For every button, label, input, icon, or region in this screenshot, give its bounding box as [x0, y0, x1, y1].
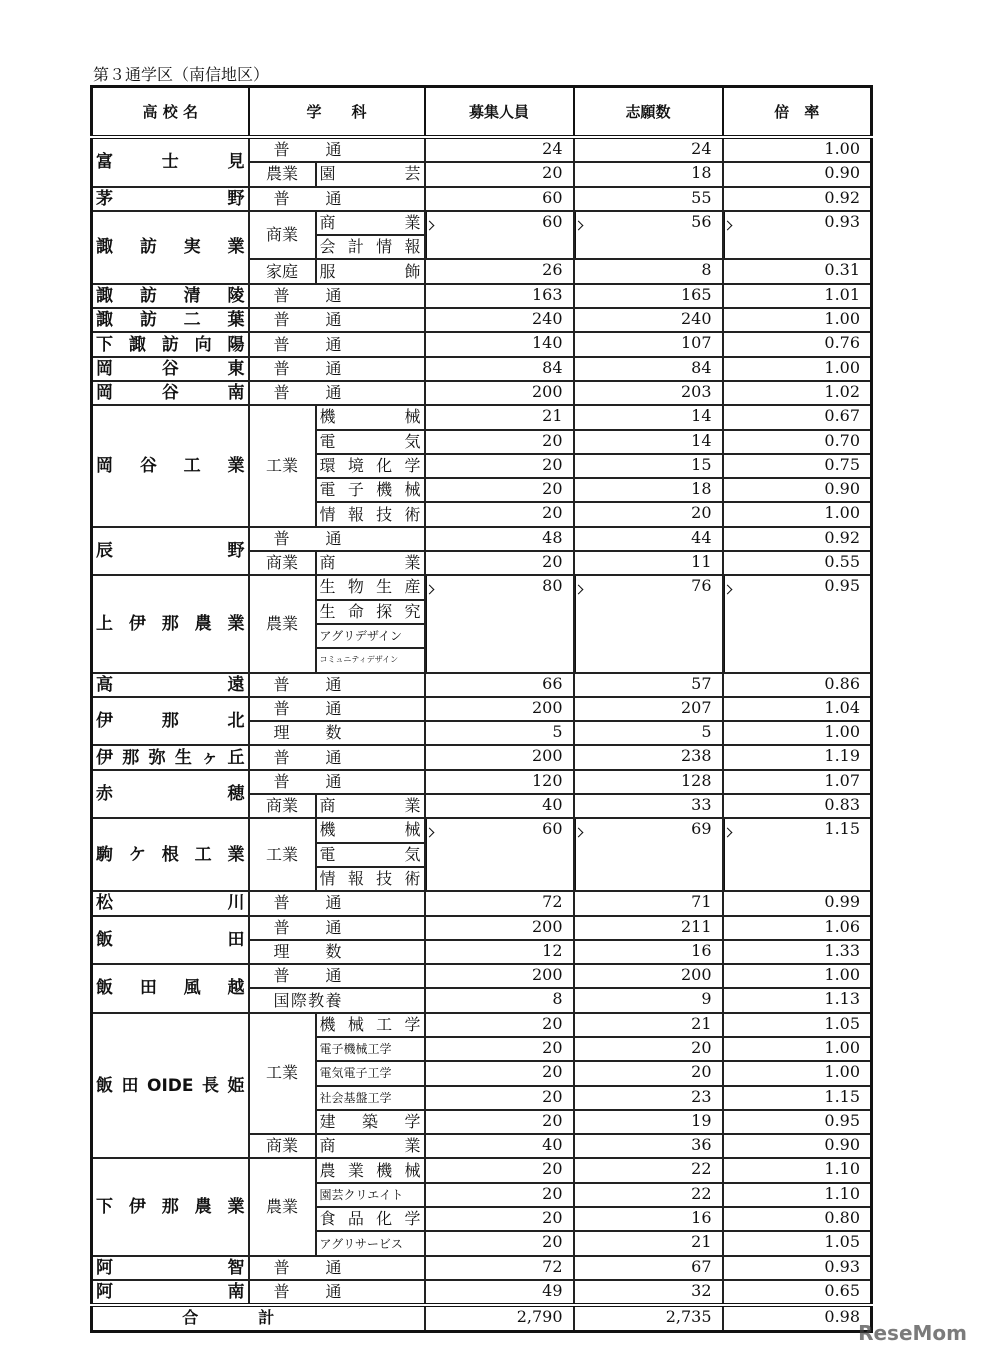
- header-school: 高 校 名: [92, 87, 249, 138]
- capacity-value: 20: [425, 478, 574, 502]
- ratio-value: 0.93: [723, 1256, 872, 1280]
- course-name: 普通: [249, 964, 425, 988]
- ratio-value: 0.90: [723, 162, 872, 186]
- capacity-value: 140: [425, 332, 574, 356]
- brace-icon: [724, 576, 733, 671]
- capacity-value: 48: [425, 527, 574, 551]
- course-name: 情報技術: [316, 867, 425, 891]
- total-capacity: 2,790: [425, 1305, 574, 1331]
- capacity-value: 20: [425, 1037, 574, 1061]
- dept-category: 工業: [249, 1013, 316, 1134]
- applicants-value: 5: [574, 721, 723, 745]
- table-row: [92, 527, 872, 551]
- ratio-value: 1.15: [723, 1086, 872, 1110]
- ratio-value: 1.10: [723, 1158, 872, 1182]
- ratio-value: 1.05: [723, 1231, 872, 1255]
- table-row: [92, 357, 872, 381]
- school-name: 飯田OIDE長姫: [92, 1013, 249, 1159]
- ratio-value: 1.00: [723, 964, 872, 988]
- applicants-value: 20: [574, 1061, 723, 1085]
- capacity-value: 21: [425, 405, 574, 429]
- table-row: [92, 187, 872, 211]
- dept-category: 農業: [249, 1158, 316, 1255]
- course-name: 商業: [316, 551, 425, 575]
- applicants-value: 36: [574, 1134, 723, 1158]
- applicants-value: 240: [574, 308, 723, 332]
- total-row: [92, 1305, 872, 1331]
- capacity-value: 20: [425, 1183, 574, 1207]
- course-name: 農業機械: [316, 1158, 425, 1182]
- table-row: [92, 332, 872, 356]
- total-label: 合計: [92, 1305, 425, 1331]
- applicants-value: 32: [574, 1280, 723, 1305]
- table-row: [92, 381, 872, 405]
- table-row: [92, 1013, 872, 1037]
- course-name: 普通: [249, 673, 425, 697]
- applicants-value: 84: [574, 357, 723, 381]
- applicants-value: 8: [574, 259, 723, 283]
- capacity-value: 20: [425, 1086, 574, 1110]
- course-name: 園芸: [316, 162, 425, 186]
- ratio-value: 1.00: [723, 1037, 872, 1061]
- brace-icon: [724, 819, 733, 890]
- course-name: 普通: [249, 137, 425, 162]
- header-capacity: 募集人員: [425, 87, 574, 138]
- school-name: 富士見: [92, 137, 249, 187]
- applicants-value: 19: [574, 1110, 723, 1134]
- header-ratio: 倍 率: [723, 87, 872, 138]
- capacity-value: 60: [425, 187, 574, 211]
- ratio-value: 0.92: [723, 187, 872, 211]
- dept-category: 商業: [249, 794, 316, 818]
- capacity-value: 20: [425, 162, 574, 186]
- capacity-value: 26: [425, 259, 574, 283]
- table-row: [92, 916, 872, 940]
- course-name: 社会基盤工学: [316, 1086, 425, 1110]
- capacity-value: 72: [425, 1256, 574, 1280]
- course-name: 普通: [249, 770, 425, 794]
- ratio-value: 1.15: [723, 818, 872, 891]
- capacity-value: 200: [425, 745, 574, 769]
- school-name: 伊那弥生ヶ丘: [92, 745, 249, 769]
- school-name: 飯田: [92, 916, 249, 965]
- school-name: 辰野: [92, 527, 249, 576]
- course-name: 電子機械: [316, 478, 425, 502]
- dept-category: 工業: [249, 405, 316, 526]
- brace-icon: [426, 819, 435, 890]
- dept-category: 農業: [249, 162, 316, 186]
- ratio-value: 1.01: [723, 284, 872, 308]
- ratio-value: 1.07: [723, 770, 872, 794]
- ratio-value: 1.06: [723, 916, 872, 940]
- course-name: 普通: [249, 1256, 425, 1280]
- capacity-value: 20: [425, 1013, 574, 1037]
- course-name: 機械: [316, 818, 425, 842]
- ratio-value: 1.00: [723, 721, 872, 745]
- applicants-value: 21: [574, 1013, 723, 1037]
- course-name: 普通: [249, 187, 425, 211]
- course-name: 普通: [249, 891, 425, 915]
- ratio-value: 0.80: [723, 1207, 872, 1231]
- course-name: 普通: [249, 357, 425, 381]
- school-name: 岡谷南: [92, 381, 249, 405]
- applicants-value: 128: [574, 770, 723, 794]
- course-name: 環境化学: [316, 454, 425, 478]
- school-name: 諏訪二葉: [92, 308, 249, 332]
- ratio-value: 0.99: [723, 891, 872, 915]
- course-name: 会計情報: [316, 235, 425, 259]
- capacity-value: 20: [425, 1061, 574, 1085]
- capacity-value: 40: [425, 794, 574, 818]
- header-row: [92, 87, 872, 138]
- ratio-value: 1.33: [723, 940, 872, 964]
- total-applicants: 2,735: [574, 1305, 723, 1331]
- brace-icon: [575, 819, 584, 890]
- applicants-value: 15: [574, 454, 723, 478]
- admissions-table: [90, 85, 873, 1333]
- capacity-value: 20: [425, 430, 574, 454]
- table-row: [92, 818, 872, 842]
- capacity-value: 84: [425, 357, 574, 381]
- applicants-value: 20: [574, 502, 723, 526]
- school-name: 下諏訪向陽: [92, 332, 249, 356]
- capacity-value: 20: [425, 1110, 574, 1134]
- capacity-value: 60: [425, 818, 574, 891]
- table-row: [92, 770, 872, 794]
- capacity-value: 60: [425, 211, 574, 260]
- applicants-value: 11: [574, 551, 723, 575]
- course-name: 商業: [316, 1134, 425, 1158]
- brace-icon: [426, 576, 435, 671]
- capacity-value: 40: [425, 1134, 574, 1158]
- applicants-value: 211: [574, 916, 723, 940]
- ratio-value: 0.75: [723, 454, 872, 478]
- course-name: 電気: [316, 843, 425, 867]
- applicants-value: 207: [574, 697, 723, 721]
- table-row: [92, 575, 872, 599]
- course-name: 生命探究: [316, 600, 425, 624]
- applicants-value: 56: [574, 211, 723, 260]
- applicants-value: 24: [574, 137, 723, 162]
- school-name: 伊那北: [92, 697, 249, 746]
- capacity-value: 49: [425, 1280, 574, 1305]
- capacity-value: 20: [425, 1207, 574, 1231]
- course-name: 電子機械工学: [316, 1037, 425, 1061]
- capacity-value: 66: [425, 673, 574, 697]
- applicants-value: 71: [574, 891, 723, 915]
- applicants-value: 22: [574, 1183, 723, 1207]
- page-title: 第３通学区（南信地区）: [93, 65, 270, 84]
- capacity-value: 120: [425, 770, 574, 794]
- applicants-value: 9: [574, 988, 723, 1012]
- school-name: 上伊那農業: [92, 575, 249, 672]
- capacity-value: 200: [425, 916, 574, 940]
- ratio-value: 1.00: [723, 137, 872, 162]
- applicants-value: 55: [574, 187, 723, 211]
- course-name: 商業: [316, 211, 425, 235]
- applicants-value: 14: [574, 430, 723, 454]
- applicants-value: 18: [574, 478, 723, 502]
- table-row: [92, 1280, 872, 1305]
- capacity-value: 5: [425, 721, 574, 745]
- ratio-value: 0.65: [723, 1280, 872, 1305]
- course-name: 情報技術: [316, 502, 425, 526]
- capacity-value: 20: [425, 1158, 574, 1182]
- course-name: 生物生産: [316, 575, 425, 599]
- applicants-value: 165: [574, 284, 723, 308]
- ratio-value: 0.95: [723, 575, 872, 672]
- applicants-value: 16: [574, 940, 723, 964]
- header-dept: 学 科: [249, 87, 425, 138]
- applicants-value: 200: [574, 964, 723, 988]
- applicants-value: 69: [574, 818, 723, 891]
- capacity-value: 12: [425, 940, 574, 964]
- capacity-value: 200: [425, 964, 574, 988]
- capacity-value: 20: [425, 502, 574, 526]
- dept-category: 家庭: [249, 259, 316, 283]
- school-name: 赤穂: [92, 770, 249, 819]
- school-name: 飯田風越: [92, 964, 249, 1013]
- course-name: 園芸クリエイト: [316, 1183, 425, 1207]
- ratio-value: 1.10: [723, 1183, 872, 1207]
- course-name: 普通: [249, 697, 425, 721]
- ratio-value: 0.31: [723, 259, 872, 283]
- school-name: 阿南: [92, 1280, 249, 1305]
- applicants-value: 107: [574, 332, 723, 356]
- ratio-value: 1.04: [723, 697, 872, 721]
- brace-icon: [724, 212, 733, 259]
- ratio-value: 0.67: [723, 405, 872, 429]
- capacity-value: 72: [425, 891, 574, 915]
- table-row: [92, 964, 872, 988]
- course-name: 食品化学: [316, 1207, 425, 1231]
- table-row: [92, 745, 872, 769]
- course-name: 普通: [249, 284, 425, 308]
- table-row: [92, 137, 872, 162]
- table-row: [92, 673, 872, 697]
- brace-icon: [426, 212, 435, 259]
- ratio-value: 0.76: [723, 332, 872, 356]
- ratio-value: 1.13: [723, 988, 872, 1012]
- capacity-value: 163: [425, 284, 574, 308]
- course-name: 商業: [316, 794, 425, 818]
- school-name: 岡谷工業: [92, 405, 249, 526]
- course-name: 普通: [249, 1280, 425, 1305]
- ratio-value: 0.90: [723, 1134, 872, 1158]
- course-name: 普通: [249, 332, 425, 356]
- capacity-value: 20: [425, 551, 574, 575]
- ratio-value: 1.19: [723, 745, 872, 769]
- applicants-value: 76: [574, 575, 723, 672]
- school-name: 駒ケ根工業: [92, 818, 249, 891]
- applicants-value: 20: [574, 1037, 723, 1061]
- course-name: 電気電子工学: [316, 1061, 425, 1085]
- capacity-value: 200: [425, 697, 574, 721]
- brace-icon: [575, 576, 584, 671]
- course-name: 理数: [249, 721, 425, 745]
- ratio-value: 1.02: [723, 381, 872, 405]
- course-name: 理数: [249, 940, 425, 964]
- dept-category: 農業: [249, 575, 316, 672]
- ratio-value: 1.00: [723, 1061, 872, 1085]
- course-name: 建築学: [316, 1110, 425, 1134]
- course-name: 普通: [249, 527, 425, 551]
- table-row: [92, 697, 872, 721]
- course-name: コミュニティデザイン: [316, 648, 425, 672]
- ratio-value: 0.83: [723, 794, 872, 818]
- school-name: 下伊那農業: [92, 1158, 249, 1255]
- school-name: 高遠: [92, 673, 249, 697]
- ratio-value: 0.55: [723, 551, 872, 575]
- total-ratio: 0.98: [723, 1305, 872, 1331]
- course-name: 普通: [249, 745, 425, 769]
- capacity-value: 24: [425, 137, 574, 162]
- ratio-value: 0.70: [723, 430, 872, 454]
- applicants-value: 203: [574, 381, 723, 405]
- course-name: 国際教養: [249, 988, 425, 1012]
- dept-category: 商業: [249, 551, 316, 575]
- course-name: 普通: [249, 308, 425, 332]
- dept-category: 商業: [249, 1134, 316, 1158]
- capacity-value: 8: [425, 988, 574, 1012]
- school-name: 阿智: [92, 1256, 249, 1280]
- applicants-value: 14: [574, 405, 723, 429]
- ratio-value: 0.86: [723, 673, 872, 697]
- table-row: [92, 211, 872, 235]
- header-applicants: 志願数: [574, 87, 723, 138]
- table-row: [92, 284, 872, 308]
- ratio-value: 1.00: [723, 502, 872, 526]
- ratio-value: 0.93: [723, 211, 872, 260]
- table-row: [92, 405, 872, 429]
- course-name: 電気: [316, 430, 425, 454]
- capacity-value: 200: [425, 381, 574, 405]
- ratio-value: 1.00: [723, 357, 872, 381]
- ratio-value: 0.90: [723, 478, 872, 502]
- school-name: 茅野: [92, 187, 249, 211]
- resemom-logo: ReseMom: [858, 1321, 967, 1345]
- applicants-value: 16: [574, 1207, 723, 1231]
- table-row: [92, 1256, 872, 1280]
- applicants-value: 67: [574, 1256, 723, 1280]
- table-row: [92, 308, 872, 332]
- applicants-value: 18: [574, 162, 723, 186]
- school-name: 松川: [92, 891, 249, 915]
- course-name: 機械工学: [316, 1013, 425, 1037]
- course-name: 機械: [316, 405, 425, 429]
- capacity-value: 80: [425, 575, 574, 672]
- course-name: アグリデザイン: [316, 624, 425, 648]
- course-name: 服飾: [316, 259, 425, 283]
- applicants-value: 23: [574, 1086, 723, 1110]
- table-row: [92, 1158, 872, 1182]
- dept-category: 商業: [249, 211, 316, 260]
- school-name: 岡谷東: [92, 357, 249, 381]
- applicants-value: 21: [574, 1231, 723, 1255]
- applicants-value: 44: [574, 527, 723, 551]
- applicants-value: 22: [574, 1158, 723, 1182]
- course-name: アグリサービス: [316, 1231, 425, 1255]
- capacity-value: 20: [425, 1231, 574, 1255]
- capacity-value: 240: [425, 308, 574, 332]
- ratio-value: 1.05: [723, 1013, 872, 1037]
- ratio-value: 0.92: [723, 527, 872, 551]
- applicants-value: 238: [574, 745, 723, 769]
- applicants-value: 57: [574, 673, 723, 697]
- school-name: 諏訪清陵: [92, 284, 249, 308]
- table-row: [92, 891, 872, 915]
- brace-icon: [575, 212, 584, 259]
- ratio-value: 0.95: [723, 1110, 872, 1134]
- course-name: 普通: [249, 916, 425, 940]
- school-name: 諏訪実業: [92, 211, 249, 284]
- course-name: 普通: [249, 381, 425, 405]
- dept-category: 工業: [249, 818, 316, 891]
- ratio-value: 1.00: [723, 308, 872, 332]
- capacity-value: 20: [425, 454, 574, 478]
- applicants-value: 33: [574, 794, 723, 818]
